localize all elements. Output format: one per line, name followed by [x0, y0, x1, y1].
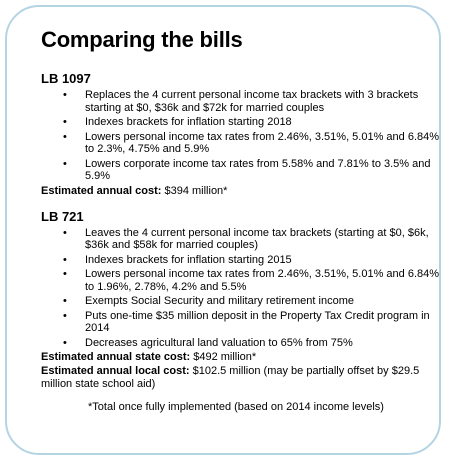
footnote: *Total once fully implemented (based on 2014 income levels)	[88, 401, 384, 413]
cost-line	[41, 365, 441, 391]
bill-lb-1097	[41, 71, 441, 198]
cost-label: Estimated annual local cost:	[41, 365, 190, 377]
list-item	[41, 337, 441, 350]
list-item	[41, 131, 441, 156]
bullet-icon: •	[63, 268, 67, 280]
cost-line	[41, 185, 441, 198]
cost-line	[41, 351, 441, 364]
bullet-icon: •	[63, 89, 67, 101]
list-item	[41, 295, 441, 308]
bill-item-list	[41, 89, 441, 183]
bullet-icon: •	[63, 116, 67, 128]
bullet-icon: •	[63, 157, 67, 170]
cost-value: $394 million*	[161, 184, 228, 197]
list-item-text: Lowers corporate income tax rates from 5.58% and 7.81% to 3.5% and 5.9%	[85, 157, 431, 182]
bills-card	[5, 5, 441, 455]
cost-value: $102.5 million (may be partially offset by $29.5 million state school aid)	[41, 365, 420, 390]
bill-heading: LB 1097	[41, 71, 91, 86]
list-item	[41, 254, 441, 267]
bullet-icon: •	[63, 226, 67, 239]
bullet-icon: •	[63, 130, 67, 143]
list-item-text: Indexes brackets for inflation starting 2018	[85, 116, 292, 128]
list-item-text: Lowers personal income tax rates from 2.46%, 3.51%, 5.01% and 6.84% to 2.3%, 4.75% and 5.9%	[85, 130, 440, 155]
list-item	[41, 268, 441, 293]
bill-heading: LB 721	[41, 208, 84, 224]
list-item-text: Puts one-time $35 million deposit in the Property Tax Credit program in 2014	[85, 309, 430, 334]
bill-lb-721	[41, 209, 441, 392]
list-item	[41, 310, 441, 335]
cost-value: $492 million*	[190, 351, 257, 363]
list-item	[41, 89, 441, 114]
cost-label: Estimated annual cost:	[41, 184, 162, 197]
bullet-icon: •	[63, 253, 67, 266]
cost-label: Estimated annual state cost:	[41, 351, 191, 363]
list-item-text: Replaces the 4 current personal income tax brackets with 3 brackets starting at $0, $36k and $72k for married couples	[85, 89, 419, 114]
card-content	[41, 27, 441, 425]
list-item-text: Decreases agricultural land valuation to 65% from 75%	[85, 336, 353, 349]
list-item	[41, 116, 441, 129]
page-title: Comparing the bills	[41, 27, 243, 52]
list-item-text: Lowers personal income tax rates from 2.46%, 3.51%, 5.01% and 6.84% to 1.96%, 2.78%, 4.2% and 5.5%	[85, 268, 440, 293]
list-item-text: Indexes brackets for inflation starting 2015	[85, 253, 292, 266]
list-item	[41, 227, 441, 252]
bullet-icon: •	[63, 336, 67, 349]
bullet-icon: •	[63, 309, 67, 322]
list-item	[41, 158, 441, 183]
bill-item-list	[41, 227, 441, 350]
list-item-text: Exempts Social Security and military retirement income	[85, 295, 354, 307]
bullet-icon: •	[63, 295, 67, 307]
list-item-text: Leaves the 4 current personal income tax brackets (starting at $0, $6k, $36k and $58k for married couples)	[85, 226, 429, 251]
